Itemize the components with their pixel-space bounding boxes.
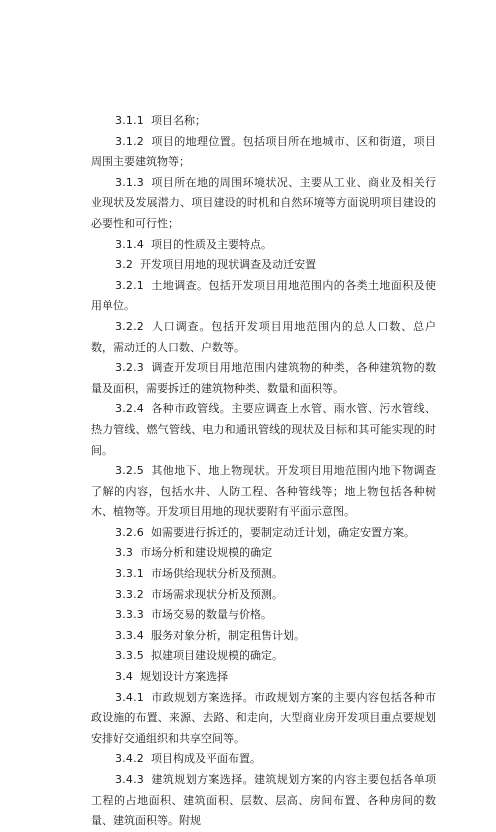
section-number: 3.3.1 — [115, 567, 144, 581]
paragraph — [91, 585, 436, 606]
paragraph — [91, 132, 436, 173]
paragraph-text: 项目构成及平面布置。 — [151, 752, 261, 766]
paragraph — [91, 626, 436, 647]
paragraph-text: 市场供给现状分析及预测。 — [151, 567, 283, 581]
paragraph — [91, 276, 436, 317]
section-number: 3.2.2 — [115, 319, 144, 333]
section-number: 3.1.1 — [115, 114, 144, 127]
section-number: 3.1.4 — [115, 237, 144, 251]
paragraph-text: 人口调查。包括开发项目用地范围内的总人口数、总户数，需动迁的人口数、户数等。 — [91, 319, 436, 354]
paragraph — [91, 399, 436, 461]
paragraph — [91, 235, 436, 256]
paragraph — [91, 461, 436, 523]
section-number: 3.4.2 — [115, 752, 144, 766]
paragraph — [91, 111, 436, 132]
paragraph-text: 各种市政管线。主要应调查上水管、雨水管、污水管线、热力管线、燃气管线、电力和通讯管线的现状及目标和其可能实现的时间。 — [91, 402, 436, 457]
section-number: 3.1.2 — [115, 134, 144, 148]
paragraph — [91, 173, 436, 235]
paragraph-text: 项目的地理位置。包括项目所在地城市、区和街道，项目周围主要建筑物等； — [91, 134, 436, 169]
paragraph-text: 土地调查。包括开发项目用地范围内的各类土地面积及使用单位。 — [91, 278, 436, 313]
section-number: 3.3.2 — [115, 587, 144, 601]
section-number: 3.4.1 — [115, 690, 144, 704]
section-number: 3.3 — [115, 546, 134, 560]
paragraph-text: 项目所在地的周围环境状况、主要从工业、商业及相关行业现状及发展潜力、项目建设的时机和自然环境等方面说明项目建设的必要性和可行性； — [91, 175, 436, 230]
paragraph — [91, 605, 436, 626]
paragraph-text: 市场交易的数量与价格。 — [151, 608, 272, 622]
paragraph — [91, 317, 436, 358]
paragraph-text: 市场需求现状分析及预测。 — [151, 587, 283, 601]
paragraph — [91, 646, 436, 667]
paragraph — [91, 667, 436, 688]
paragraph-text: 建筑规划方案选择。建筑规划方案的内容主要包括各单项工程的占地面积、建筑面积、层数、层高、房间布置、各种房间的数量、建筑面积等。附规 — [91, 773, 436, 828]
section-number: 3.3.4 — [115, 628, 144, 642]
paragraph-text: 调查开发项目用地范围内建筑物的种类，各种建筑物的数量及面积，需要拆迁的建筑物种类、数量和面积等。 — [91, 361, 436, 395]
paragraph-text: 市场分析和建设规模的确定 — [140, 546, 273, 560]
paragraph — [91, 564, 436, 585]
paragraph — [91, 523, 436, 544]
paragraph — [91, 749, 436, 770]
paragraph-text: 如需要进行拆迁的，要制定动迁计划，确定安置方案。 — [151, 525, 415, 539]
paragraph — [91, 255, 436, 276]
paragraph-text: 开发项目用地的现状调查及动迁安置 — [140, 258, 317, 272]
section-number: 3.2.6 — [115, 525, 144, 539]
paragraph — [91, 358, 436, 399]
document-body — [91, 111, 436, 832]
section-number: 3.4 — [115, 670, 134, 684]
section-number: 3.2.1 — [115, 278, 144, 292]
section-number: 3.1.3 — [115, 175, 144, 189]
paragraph-text: 项目名称； — [151, 114, 206, 127]
paragraph-text: 拟建项目建设规模的确定。 — [151, 649, 283, 663]
paragraph — [91, 688, 436, 750]
paragraph — [91, 770, 436, 832]
paragraph-text: 服务对象分析，制定租售计划。 — [151, 628, 305, 642]
paragraph — [91, 543, 436, 564]
section-number: 3.2.3 — [115, 361, 144, 375]
paragraph-text: 规划设计方案选择 — [140, 670, 229, 684]
section-number: 3.4.3 — [115, 773, 144, 786]
paragraph-text: 其他地下、地上物现状。开发项目用地范围内地下物调查了解的内容，包括水井、人防工程、各种管线等；地上物包括各种树木、植物等。开发项目用地的现状要附有平面示意图。 — [91, 464, 436, 519]
paragraph-text: 项目的性质及主要特点。 — [151, 237, 272, 251]
section-number: 3.3.3 — [115, 608, 144, 622]
section-number: 3.2 — [115, 258, 134, 272]
section-number: 3.3.5 — [115, 649, 144, 663]
paragraph-text: 市政规划方案选择。市政规划方案的主要内容包括各种市政设施的布置、来源、去路、和走向，大型商业房开发项目重点要规划安排好交通组织和共享空间等。 — [91, 690, 436, 745]
section-number: 3.2.4 — [115, 402, 144, 416]
section-number: 3.2.5 — [115, 464, 144, 478]
